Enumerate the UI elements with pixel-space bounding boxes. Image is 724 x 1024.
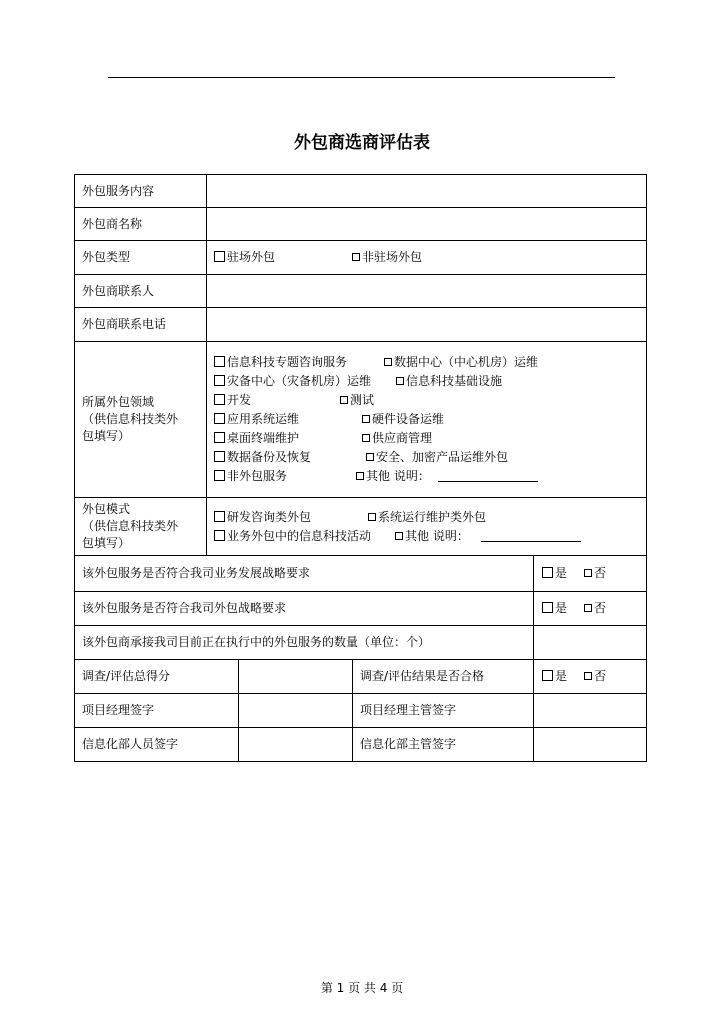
domain-option[interactable] xyxy=(396,372,502,391)
checkbox-icon[interactable] xyxy=(542,602,553,613)
domain-option-label: 灾备中心（灾备机房）运维 xyxy=(227,374,372,388)
mode-label-line: （供信息科技类外 xyxy=(82,519,179,533)
no-label: 否 xyxy=(594,566,607,580)
score-label: 调查/评估总得分 xyxy=(75,660,239,694)
onsite-option-label: 驻场外包 xyxy=(227,250,276,264)
domain-option[interactable] xyxy=(214,429,362,448)
checkbox-icon[interactable] xyxy=(356,472,364,480)
checkbox-icon[interactable] xyxy=(214,470,225,481)
row-domain xyxy=(75,342,647,498)
checkbox-icon[interactable] xyxy=(584,604,592,612)
domain-label xyxy=(75,342,207,498)
mode-option-label: 研发咨询类外包 xyxy=(227,509,312,524)
mode-label xyxy=(75,498,207,556)
checkbox-icon[interactable] xyxy=(395,532,403,540)
mode-label-line: 外包模式 xyxy=(82,502,131,516)
checkbox-icon[interactable] xyxy=(214,413,225,424)
checkbox-icon[interactable] xyxy=(384,358,392,366)
row-service-content xyxy=(75,175,647,208)
domain-option-label: 供应商管理 xyxy=(372,431,433,445)
contact-label: 外包商联系人 xyxy=(75,275,207,308)
domain-option-label: 信息科技专题咨询服务 xyxy=(227,355,348,369)
checkbox-icon[interactable] xyxy=(352,253,360,261)
domain-option-label: 开发 xyxy=(227,393,252,407)
domain-option-label: 数据备份及恢复 xyxy=(227,450,312,464)
pm-head-sign-field[interactable] xyxy=(534,694,647,728)
row-mode xyxy=(75,498,647,556)
row-q2 xyxy=(75,592,647,626)
yes-label: 是 xyxy=(555,669,568,683)
other-description-blank[interactable] xyxy=(481,531,581,542)
contact-field[interactable] xyxy=(207,275,647,308)
domain-option-label: 测试 xyxy=(350,393,375,407)
checkbox-icon[interactable] xyxy=(214,356,225,367)
checkbox-icon[interactable] xyxy=(584,672,592,680)
checkbox-icon[interactable] xyxy=(214,511,225,522)
domain-options xyxy=(207,342,647,498)
domain-option-other[interactable] xyxy=(356,467,538,486)
domain-option-label: 数据中心（中心机房）运维 xyxy=(394,355,539,369)
yes-label: 是 xyxy=(555,566,568,580)
domain-option[interactable] xyxy=(214,448,366,467)
checkbox-icon[interactable] xyxy=(214,432,225,443)
row-outsourcing-type xyxy=(75,241,647,275)
domain-option-label: 安全、加密产品运维外包 xyxy=(376,450,509,464)
it-sign-label: 信息化部人员签字 xyxy=(75,728,239,762)
domain-option[interactable] xyxy=(384,353,538,372)
domain-option-label: 桌面终端维护 xyxy=(227,431,300,445)
checkbox-icon[interactable] xyxy=(362,415,370,423)
no-option[interactable] xyxy=(584,565,606,582)
evaluation-form xyxy=(74,174,647,762)
q3-count-field[interactable] xyxy=(534,626,647,660)
checkbox-icon[interactable] xyxy=(542,567,553,578)
domain-option[interactable] xyxy=(214,410,362,429)
checkbox-icon[interactable] xyxy=(368,513,376,521)
service-content-label: 外包服务内容 xyxy=(75,175,207,208)
vendor-name-label: 外包商名称 xyxy=(75,208,207,241)
no-label: 否 xyxy=(594,601,607,615)
score-field[interactable] xyxy=(239,660,353,694)
domain-option[interactable] xyxy=(214,372,396,391)
domain-label-line: （供信息科技类外 xyxy=(82,412,179,426)
checkbox-icon[interactable] xyxy=(366,453,374,461)
it-sign-field[interactable] xyxy=(239,728,353,762)
domain-option[interactable] xyxy=(362,429,432,448)
row-it-sign xyxy=(75,728,647,762)
checkbox-icon[interactable] xyxy=(584,569,592,577)
service-content-field[interactable] xyxy=(207,175,647,208)
pm-sign-field[interactable] xyxy=(239,694,353,728)
mode-label-line: 包填写） xyxy=(82,536,131,550)
page-footer: 第 1 页 共 4 页 xyxy=(320,981,404,995)
it-head-sign-label: 信息化部主管签字 xyxy=(353,728,534,762)
domain-option[interactable] xyxy=(214,467,356,486)
q1-yes-no xyxy=(534,556,647,592)
domain-option-label: 硬件设备运维 xyxy=(372,412,445,426)
offsite-option-label: 非驻场外包 xyxy=(362,250,423,264)
checkbox-icon[interactable] xyxy=(214,394,225,405)
domain-option[interactable] xyxy=(362,410,444,429)
checkbox-icon[interactable] xyxy=(362,434,370,442)
domain-option-label: 其他 说明： xyxy=(366,469,430,483)
no-label: 否 xyxy=(594,669,607,683)
row-pm-sign xyxy=(75,694,647,728)
pm-head-sign-label: 项目经理主管签字 xyxy=(353,694,534,728)
outsourcing-type-label: 外包类型 xyxy=(75,241,207,275)
checkbox-icon[interactable] xyxy=(340,396,348,404)
checkbox-icon[interactable] xyxy=(214,451,225,462)
domain-option-label: 信息科技基础设施 xyxy=(406,374,503,388)
mode-options xyxy=(207,498,647,556)
q2-yes-no xyxy=(534,592,647,626)
no-option[interactable] xyxy=(584,668,606,685)
mode-option[interactable] xyxy=(214,508,368,527)
q1-label: 该外包服务是否符合我司业务发展战略要求 xyxy=(75,556,534,592)
domain-option-label: 非外包服务 xyxy=(227,469,288,483)
row-vendor-name xyxy=(75,208,647,241)
domain-option[interactable] xyxy=(366,448,508,467)
pm-sign-label: 项目经理签字 xyxy=(75,694,239,728)
row-q3 xyxy=(75,626,647,660)
domain-option[interactable] xyxy=(340,391,374,410)
page-title: 外包商选商评估表 xyxy=(294,133,430,153)
row-q1 xyxy=(75,556,647,592)
offsite-option[interactable] xyxy=(352,249,422,266)
checkbox-icon[interactable] xyxy=(396,377,404,385)
domain-option[interactable] xyxy=(214,353,384,372)
mode-option[interactable] xyxy=(214,527,395,546)
yes-option[interactable] xyxy=(542,600,584,617)
mode-option-label: 业务外包中的信息科技活动 xyxy=(227,528,372,543)
onsite-option[interactable] xyxy=(214,249,352,266)
q3-label: 该外包商承接我司目前正在执行中的外包服务的数量（单位：个） xyxy=(75,626,534,660)
row-score xyxy=(75,660,647,694)
domain-label-line: 包填写） xyxy=(82,429,131,443)
mode-option-other[interactable] xyxy=(395,527,581,546)
outsourcing-type-options xyxy=(207,241,647,275)
mode-option-label: 其他 说明： xyxy=(405,528,469,543)
domain-option-label: 应用系统运维 xyxy=(227,412,300,426)
pass-label: 调查/评估结果是否合格 xyxy=(353,660,534,694)
yes-label: 是 xyxy=(555,601,568,615)
mode-option-label: 系统运行维护类外包 xyxy=(378,509,487,524)
vendor-name-field[interactable] xyxy=(207,208,647,241)
row-contact xyxy=(75,275,647,308)
phone-label: 外包商联系电话 xyxy=(75,308,207,342)
pass-yes-no xyxy=(534,660,647,694)
header-rule xyxy=(108,77,615,78)
no-option[interactable] xyxy=(584,600,606,617)
yes-option[interactable] xyxy=(542,565,584,582)
checkbox-icon[interactable] xyxy=(214,530,225,541)
q2-label: 该外包服务是否符合我司外包战略要求 xyxy=(75,592,534,626)
row-phone xyxy=(75,308,647,342)
yes-option[interactable] xyxy=(542,668,584,685)
domain-option[interactable] xyxy=(214,391,340,410)
checkbox-icon[interactable] xyxy=(214,375,225,386)
checkbox-icon[interactable] xyxy=(214,251,225,262)
domain-label-line: 所属外包领域 xyxy=(82,395,155,409)
phone-field[interactable] xyxy=(207,308,647,342)
other-description-blank[interactable] xyxy=(438,471,538,482)
mode-option[interactable] xyxy=(368,508,486,527)
it-head-sign-field[interactable] xyxy=(534,728,647,762)
checkbox-icon[interactable] xyxy=(542,670,553,681)
